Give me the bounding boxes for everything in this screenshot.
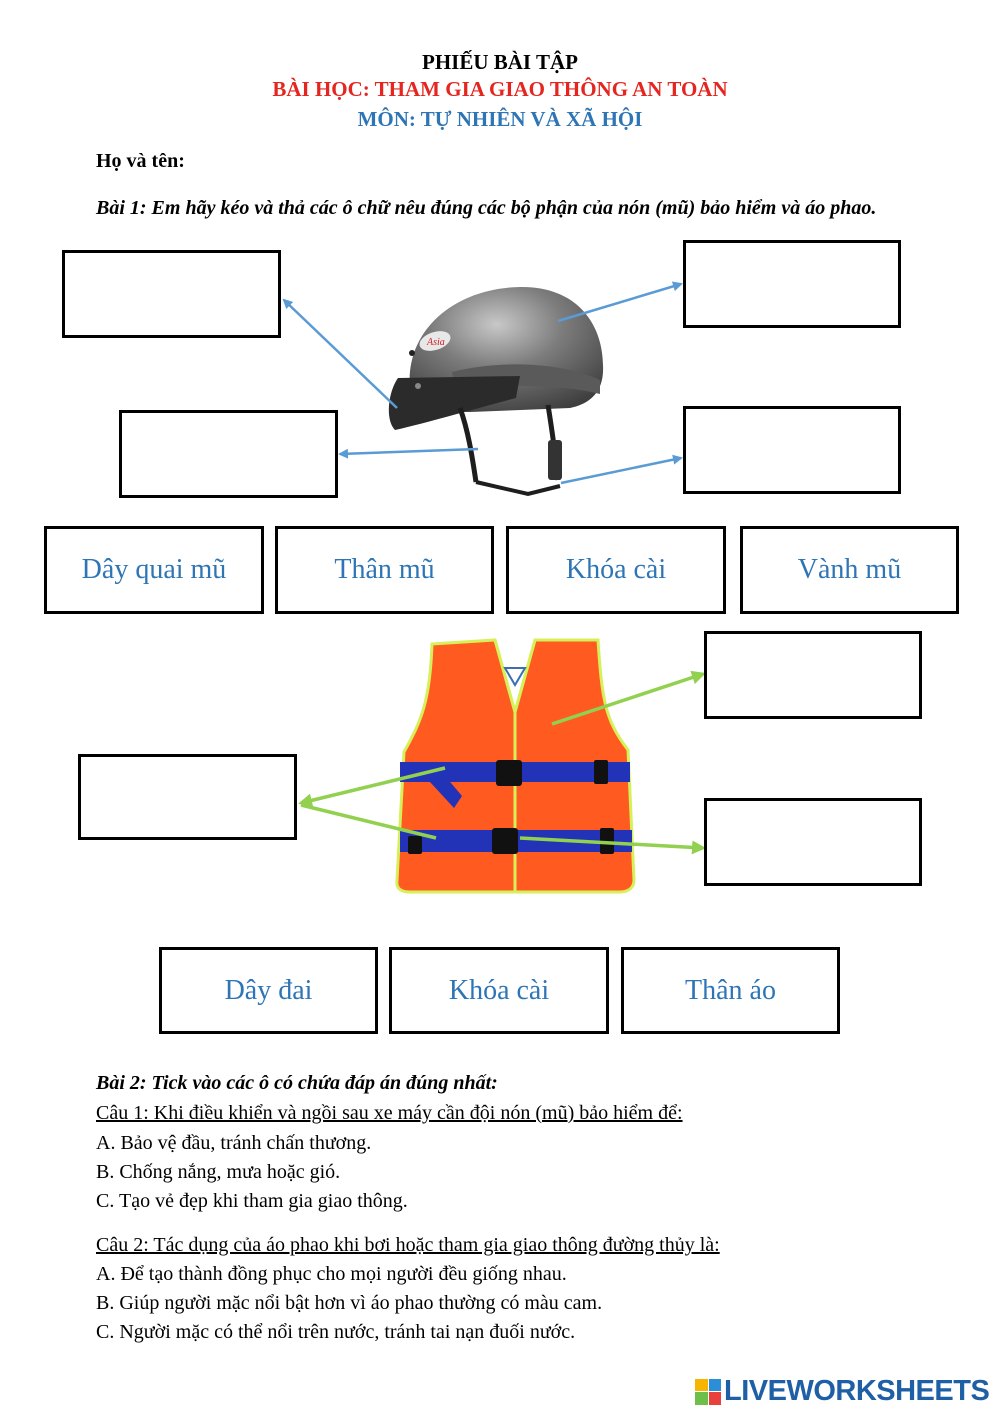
question-1-option-c[interactable]: C. Tạo vẻ đẹp khi tham gia giao thông.: [96, 1190, 408, 1212]
svg-text:Asia: Asia: [427, 337, 445, 348]
liveworksheets-logo-text: LIVEWORKSHEETS: [724, 1375, 990, 1407]
liveworksheets-logo-icon: [695, 1379, 721, 1405]
vest-drop-box-1[interactable]: [704, 631, 922, 719]
question-1: Câu 1: Khi điều khiển và ngồi sau xe máy cần đội nón (mũ) bảo hiểm để:: [96, 1102, 683, 1124]
liveworksheets-logo: [695, 1375, 989, 1408]
question-2-option-a[interactable]: A. Để tạo thành đồng phục cho mọi người đều giống nhau.: [96, 1263, 567, 1285]
subject-title: MÔN: TỰ NHIÊN VÀ XÃ HỘI: [357, 107, 643, 131]
helmet-drop-box-3[interactable]: [119, 410, 338, 498]
question-1-option-a[interactable]: A. Bảo vệ đầu, tránh chấn thương.: [96, 1132, 372, 1154]
life-vest-illustration: [397, 640, 634, 892]
tile-than-ao[interactable]: Thân áo: [621, 947, 840, 1034]
exercise1-instruction: Bài 1: Em hãy kéo và thả các ô chữ nêu đúng các bộ phận của nón (mũ) bảo hiểm và áo phao.: [96, 197, 877, 219]
question-2: Câu 2: Tác dụng của áo phao khi bơi hoặc tham gia giao thông đường thủy là:: [96, 1234, 720, 1256]
tile-khoa-cai-helmet[interactable]: Khóa cài: [506, 526, 726, 614]
helmet-drop-box-2[interactable]: [683, 240, 901, 328]
tile-than-mu[interactable]: Thân mũ: [275, 526, 494, 614]
exercise2-instruction: Bài 2: Tick vào các ô có chứa đáp án đúng nhất:: [96, 1072, 498, 1094]
worksheet-title: PHIẾU BÀI TẬP: [422, 50, 578, 74]
vest-drop-box-2[interactable]: [78, 754, 297, 840]
tile-khoa-cai-vest[interactable]: Khóa cài: [389, 947, 609, 1034]
student-name-label: Họ và tên:: [96, 150, 185, 172]
question-2-option-c[interactable]: C. Người mặc có thể nổi trên nước, tránh tai nạn đuối nước.: [96, 1321, 576, 1343]
lesson-title: BÀI HỌC: THAM GIA GIAO THÔNG AN TOÀN: [272, 77, 728, 101]
tile-day-dai[interactable]: Dây đai: [159, 947, 378, 1034]
helmet-drop-box-4[interactable]: [683, 406, 901, 494]
question-2-option-b[interactable]: B. Giúp người mặc nổi bật hơn vì áo phao thường có màu cam.: [96, 1292, 603, 1314]
tile-day-quai-mu[interactable]: Dây quai mũ: [44, 526, 264, 614]
helmet-drop-box-1[interactable]: [62, 250, 281, 338]
vest-drop-box-3[interactable]: [704, 798, 922, 886]
question-1-option-b[interactable]: B. Chống nắng, mưa hoặc gió.: [96, 1161, 341, 1183]
tile-vanh-mu[interactable]: Vành mũ: [740, 526, 959, 614]
